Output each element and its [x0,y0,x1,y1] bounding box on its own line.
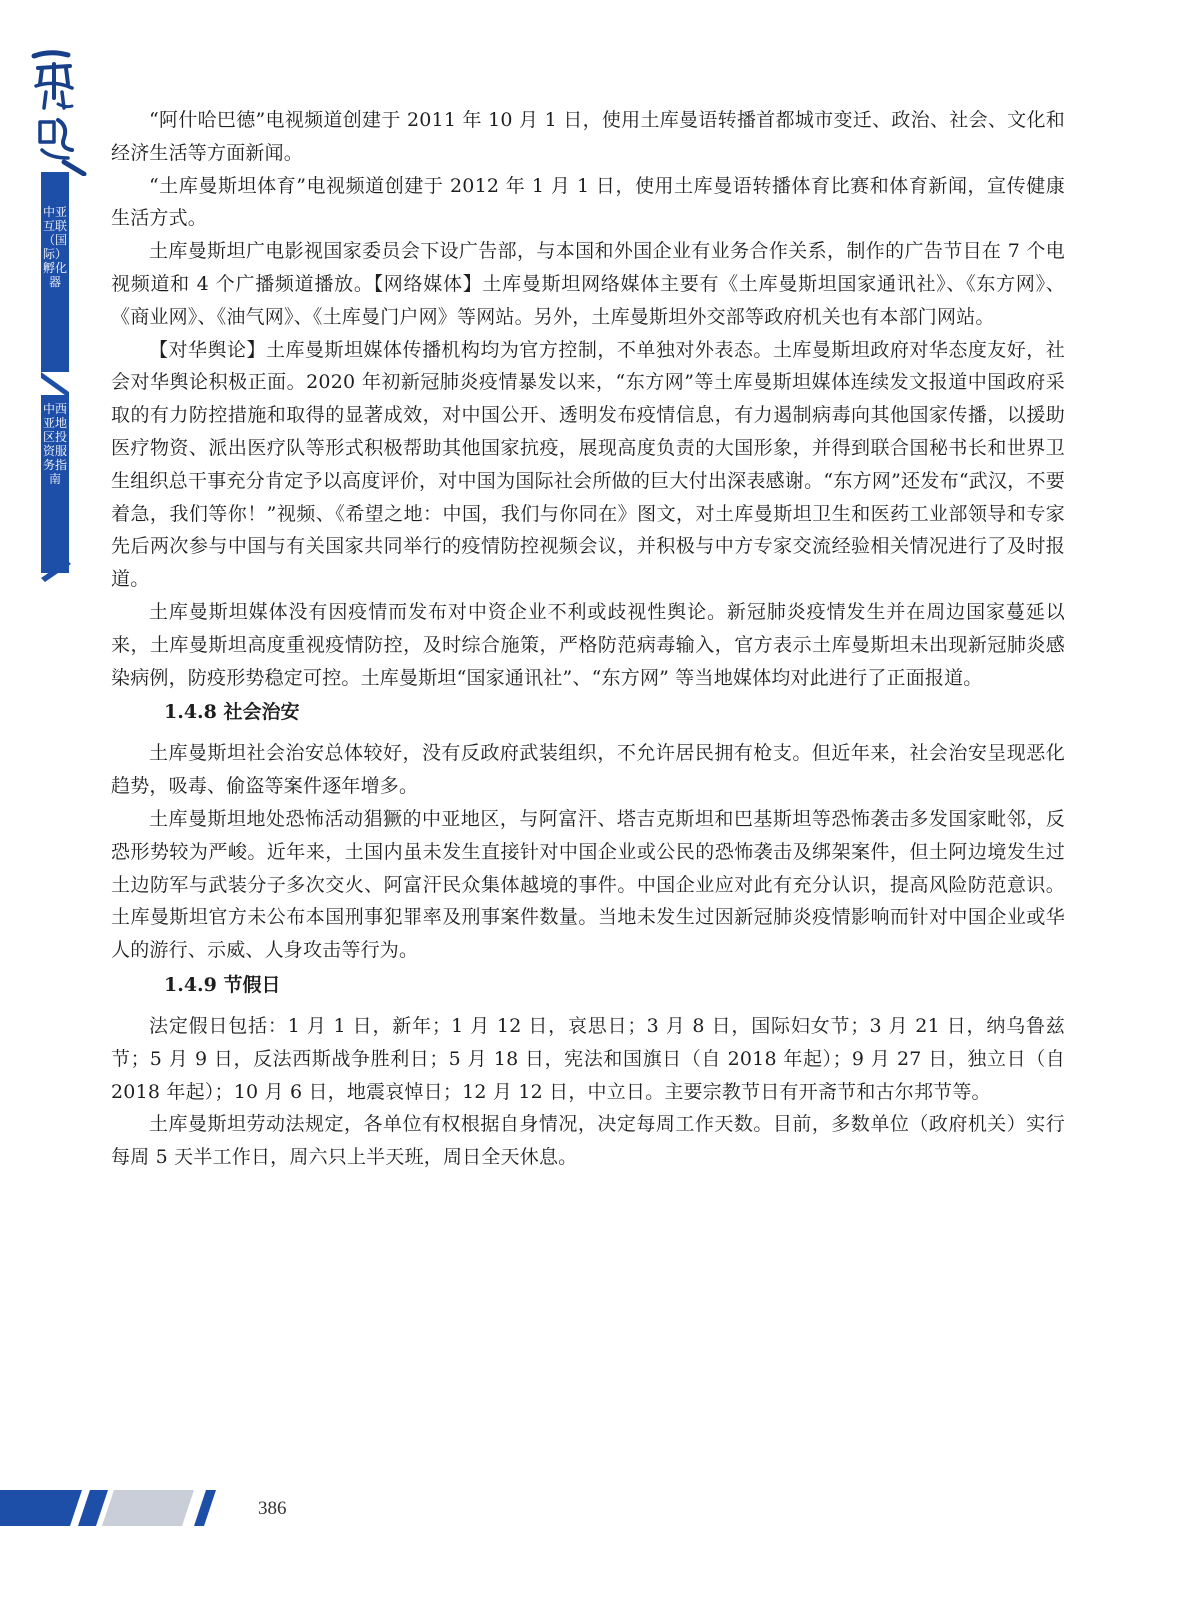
guide-label: 中西亚地区投资服务指南 [42,402,67,486]
paragraph-sports-channel: “土库曼斯坦体育”电视频道创建于 2012 年 1 月 1 日，使用土库曼语转播体育比赛和体育新闻，宣传健康生活方式。 [111,174,1065,230]
series-label: 中亚互联（国际）孵化器 [42,205,67,289]
sidebar-bottom-slash [38,558,74,582]
section-heading-public-security: 1.4.8 社会治安 [164,701,300,724]
paragraph-ashgabat-channel: “阿什哈巴德”电视频道创建于 2011 年 10 月 1 日，使用土库曼语转播首都城市变迁、政治、社会、文化和经济生活等方面新闻。 [111,109,1065,164]
paragraph-work-week: 土库曼斯坦劳动法规定，各单位有权根据自身情况，决定每周工作天数。目前，多数单位（政府机关）实行每周 5 天半工作日，周六只上半天班，周日全天休息。 [111,1113,1065,1169]
footer-stripes [0,1486,240,1534]
section-heading-holidays: 1.4.9 节假日 [164,973,281,996]
page-number: 386 [258,1498,287,1519]
belt-road-logo [28,46,88,176]
paragraph-legal-holidays: 法定假日包括：1 月 1 日，新年；1 月 12 日，哀思日；3 月 8 日，国际妇女节；3 月 21 日，纳乌鲁兹节；5 月 9 日，反法西斯战争胜利日；5 月 18 日，宪法和国旗日（自 2018 年起）；9 月 27 日，独立日（自 2018 年起）；10 月 6 日，地震哀悼日；12 月 12 日，中立日。主要宗教节日有开斋节和古尔邦节等。 [111,1014,1065,1103]
paragraph-security-overview: 土库曼斯坦社会治安总体较好，没有反政府武装组织，不允许居民拥有枪支。但近年来，社会治安呈现恶化趋势，吸毒、偷盗等案件逐年增多。 [111,742,1065,798]
paragraph-advertising-web-media: 土库曼斯坦广电影视国家委员会下设广告部，与本国和外国企业有业务合作关系，制作的广告节目在 7 个电视频道和 4 个广播频道播放。【网络媒体】土库曼斯坦网络媒体主要有《土库曼斯坦国家通讯社》、《东方网》、《商业网》、《油气网》、《土库曼门户网》等网站。另外，土库曼斯坦外交部等政府机关也有本部门网站。 [111,240,1065,328]
paragraph-terrorism-risk: 土库曼斯坦地处恐怖活动猖獗的中亚地区，与阿富汗、塔吉克斯坦和巴基斯坦等恐怖袭击多发国家毗邻，反恐形势较为严峻。近年来，土国内虽未发生直接针对中国企业或公民的恐怖袭击及绑架案件，但土阿边境发生过土边防军与武装分子多次交火、阿富汗民众集体越境的事件。中国企业应对此有充分认识，提高风险防范意识。土库曼斯坦官方未公布本国刑事犯罪率及刑事案件数量。当地未发生过因新冠肺炎疫情影响而针对中国企业或华人的游行、示威、人身攻击等行为。 [111,807,1065,962]
page-body [111,104,1065,1174]
paragraph-public-opinion: 【对华舆论】土库曼斯坦媒体传播机构均为官方控制，不单独对外表态。土库曼斯坦政府对华态度友好，社会对华舆论积极正面。2020 年初新冠肺炎疫情暴发以来，“东方网”等土库曼斯坦媒体连续发文报道中国政府采取的有力防控措施和取得的显著成效，对中国公开、透明发布疫情信息，有力遏制病毒向其他国家传播，以援助医疗物资、派出医疗队等形式积极帮助其他国家抗疫，展现高度负责的大国形象，并得到联合国秘书长和世界卫生组织总干事充分肯定予以高度评价，对中国为国际社会所做的巨大付出深表感谢。“东方网”还发布“武汉，不要着急，我们等你！”视频、《希望之地：中国，我们与你同在》图文，对土库曼斯坦卫生和医药工业部领导和专家先后两次参与中国与有关国家共同举行的疫情防控视频会议，并积极与中方专家交流经验相关情况进行了及时报道。 [111,338,1065,591]
paragraph-media-covid: 土库曼斯坦媒体没有因疫情而发布对中资企业不利或歧视性舆论。新冠肺炎疫情发生并在周边国家蔓延以来，土库曼斯坦高度重视疫情防控，及时综合施策，严格防范病毒输入，官方表示土库曼斯坦未出现新冠肺炎感染病例，防疫形势稳定可控。土库曼斯坦“国家通讯社”、“东方网” 等当地媒体均对此进行了正面报道。 [111,600,1065,689]
